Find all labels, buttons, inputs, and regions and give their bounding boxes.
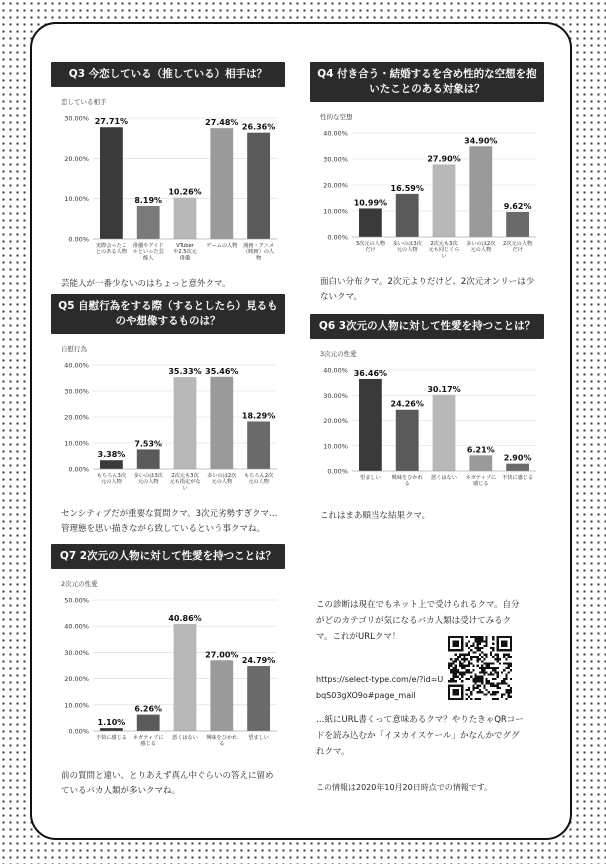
caption-q6: これはまあ順当な結果クマ。	[320, 511, 430, 521]
category-label: 2次元も3次元も指定がない	[169, 473, 201, 492]
y-tick-label: 0.00%	[68, 465, 89, 474]
data-label: 34.90%	[464, 136, 498, 146]
panel-q7	[51, 544, 285, 799]
y-tick-label: 10.00%	[323, 207, 348, 216]
bar	[210, 660, 233, 731]
category-label: ゲームの人物	[206, 243, 238, 249]
y-tick-label: 50.00%	[64, 596, 89, 605]
caption-q7: 前の質問と違い、とりあえず真ん中ぐらいの答えに留めているバカ人類が多いクマね。	[61, 771, 274, 796]
category-label: 多いのは2次元の人物	[207, 473, 237, 486]
bar	[247, 421, 270, 469]
bar	[137, 449, 160, 469]
category-label: 多いのは3次元の人物	[392, 241, 422, 254]
y-tick-label: 20.00%	[323, 181, 348, 190]
bar	[100, 460, 123, 469]
category-label: 不快に感じる	[502, 475, 534, 481]
bar	[174, 624, 197, 731]
chart-label-q5: 自慰行為	[61, 345, 87, 353]
data-label: 3.38%	[97, 450, 126, 460]
category-label: 2次元も3次元も同じくらい	[428, 241, 460, 260]
data-label: 35.46%	[205, 366, 239, 376]
category-label: 興味をひかれる	[206, 735, 238, 748]
data-label: 8.19%	[134, 195, 163, 205]
chart-q5	[51, 355, 285, 503]
chart-label-q7: 2次元の性愛	[61, 580, 98, 588]
category-label: 多いのは3次元の人物	[133, 473, 163, 486]
chart-label-q6: 3次元の性愛	[320, 350, 357, 358]
data-label: 40.86%	[168, 613, 202, 623]
data-label: 30.17%	[427, 384, 461, 394]
data-label: 6.26%	[134, 704, 163, 714]
category-label: 悪くはない	[431, 475, 457, 481]
bar	[137, 206, 160, 239]
chart-q4	[310, 123, 544, 271]
category-label: 望ましい	[248, 735, 269, 741]
y-tick-label: 10.00%	[323, 442, 348, 451]
panel-q6	[310, 314, 544, 524]
data-label: 36.46%	[353, 368, 388, 378]
panel-q4	[310, 62, 544, 305]
y-tick-label: 30.00%	[323, 391, 348, 400]
data-label: 16.59%	[390, 183, 424, 193]
y-tick-label: 40.00%	[64, 622, 89, 631]
y-tick-label: 40.00%	[323, 366, 348, 375]
caption-q3: 芸能人が一番少ないのはちょっと意外クマ。	[61, 279, 231, 289]
y-tick-label: 0.00%	[68, 235, 89, 244]
category-label: もちろん2次元の人物	[243, 473, 274, 486]
survey-url[interactable]: https://select-type.com/e/?id=UbqS03gXO9o#page_mail	[316, 675, 444, 700]
caption-q5: センシティブだが重要な質問クマ。3次元劣勢すぎクマ…管理態を思い描きながら致しているという事クマね。	[61, 509, 278, 534]
y-tick-label: 10.00%	[64, 701, 89, 710]
bar	[210, 128, 233, 239]
question-title-q4: Q4 付き合う・結婚するを含め性的な空想を抱いたことのある対象は？	[310, 62, 544, 102]
category-label: 漫画・アニメ（映画）の人物	[243, 243, 275, 262]
category-label: 3次元の人物だけ	[355, 241, 386, 254]
data-label: 6.21%	[466, 445, 495, 455]
panel-q5	[51, 294, 285, 537]
category-label: 望ましい	[360, 475, 381, 481]
y-tick-label: 10.00%	[64, 439, 89, 448]
bar	[247, 133, 270, 239]
category-label: ネガティブに感じる	[132, 735, 164, 748]
qr-code-icon[interactable]	[448, 636, 512, 700]
data-label: 26.36%	[241, 122, 276, 132]
bar	[469, 455, 492, 471]
category-label: ネガティブに感じる	[465, 475, 497, 488]
category-label: 悪くはない	[172, 735, 198, 741]
y-tick-label: 0.00%	[327, 233, 348, 242]
bar	[396, 410, 419, 471]
bar	[247, 666, 270, 731]
data-label: 24.79%	[241, 656, 276, 666]
bar	[210, 377, 233, 469]
data-label: 27.00%	[205, 650, 239, 660]
y-tick-label: 40.00%	[64, 361, 89, 370]
y-tick-label: 20.00%	[64, 413, 89, 422]
data-label: 9.62%	[503, 201, 532, 211]
y-tick-label: 40.00%	[323, 129, 348, 138]
category-label: 多いのは2次元の人物	[466, 241, 496, 254]
bar	[100, 728, 123, 731]
data-label: 2.90%	[503, 453, 532, 463]
bar	[174, 377, 197, 469]
y-tick-label: 30.00%	[64, 114, 89, 123]
data-label: 1.10%	[97, 718, 126, 728]
y-tick-label: 10.00%	[64, 195, 89, 204]
bar	[174, 198, 197, 239]
chart-q3	[51, 108, 285, 273]
bar	[137, 715, 160, 731]
category-label: 不快に感じる	[95, 735, 127, 741]
y-tick-label: 20.00%	[64, 154, 89, 163]
category-label: 実際会ったことのある人物	[95, 243, 127, 256]
y-tick-label: 0.00%	[68, 727, 89, 736]
chart-label-q3: 恋している相手	[61, 98, 107, 106]
bar	[469, 146, 492, 237]
info-note: …紙にURL書くって意味あるクマ？やりたきゃQRコードを読み込むか「イヌカイスケール」かなんかでググれクマ。	[316, 715, 524, 757]
data-label: 27.90%	[427, 154, 461, 164]
data-label: 18.29%	[241, 411, 276, 421]
bar	[396, 194, 419, 237]
info-date: この情報は2020年10月20日時点での情報です。	[316, 783, 493, 792]
data-label: 35.33%	[168, 367, 202, 377]
bar	[506, 212, 529, 237]
question-title-q3: Q3 今恋している（推している）相手は？	[51, 62, 285, 87]
category-label: VTuber や2.5次元俳優	[173, 243, 197, 262]
chart-label-q4: 性的な空想	[320, 113, 353, 121]
question-title-q5: Q5 自慰行為をする際（するとしたら）見るものや想像するものは？	[51, 294, 285, 334]
category-label: 2次元の人物だけ	[502, 241, 533, 254]
y-tick-label: 30.00%	[64, 387, 89, 396]
bar	[359, 379, 382, 471]
bar	[359, 208, 382, 237]
data-label: 27.48%	[205, 118, 239, 128]
question-title-q7: Q7 2次元の人物に対して性愛を持つことは？	[51, 544, 285, 569]
chart-q7	[51, 590, 285, 765]
bar	[506, 464, 529, 471]
y-tick-label: 30.00%	[64, 648, 89, 657]
data-label: 10.26%	[168, 187, 202, 197]
data-label: 24.26%	[390, 399, 424, 409]
data-label: 27.71%	[94, 117, 129, 127]
y-tick-label: 20.00%	[64, 675, 89, 684]
chart-q6	[310, 360, 544, 505]
category-label: もちろん3次元の人物	[96, 473, 127, 486]
info-intro-text: この診断は現在でもネット上で受けられるクマ。自分がどのカテゴリが気になるバカ人類は受けてみるクマ。これがURLクマ！	[316, 600, 520, 642]
bar	[433, 395, 456, 471]
question-title-q6: Q6 3次元の人物に対して性愛を持つことは？	[310, 314, 544, 339]
y-tick-label: 20.00%	[323, 417, 348, 425]
caption-q4: 面白い分布クマ。2次元よりだけど、2次元オンリーは少ないクマ。	[320, 277, 535, 302]
panel-q3	[51, 62, 285, 292]
data-label: 10.99%	[353, 198, 388, 208]
y-tick-label: 0.00%	[327, 467, 348, 476]
bar	[100, 127, 123, 239]
category-label: 興味をひかれる	[391, 475, 423, 488]
category-label: 俳優やアイドルといった芸能人	[132, 243, 164, 262]
data-label: 7.53%	[134, 439, 163, 449]
bar	[433, 164, 456, 237]
y-tick-label: 30.00%	[323, 155, 348, 164]
